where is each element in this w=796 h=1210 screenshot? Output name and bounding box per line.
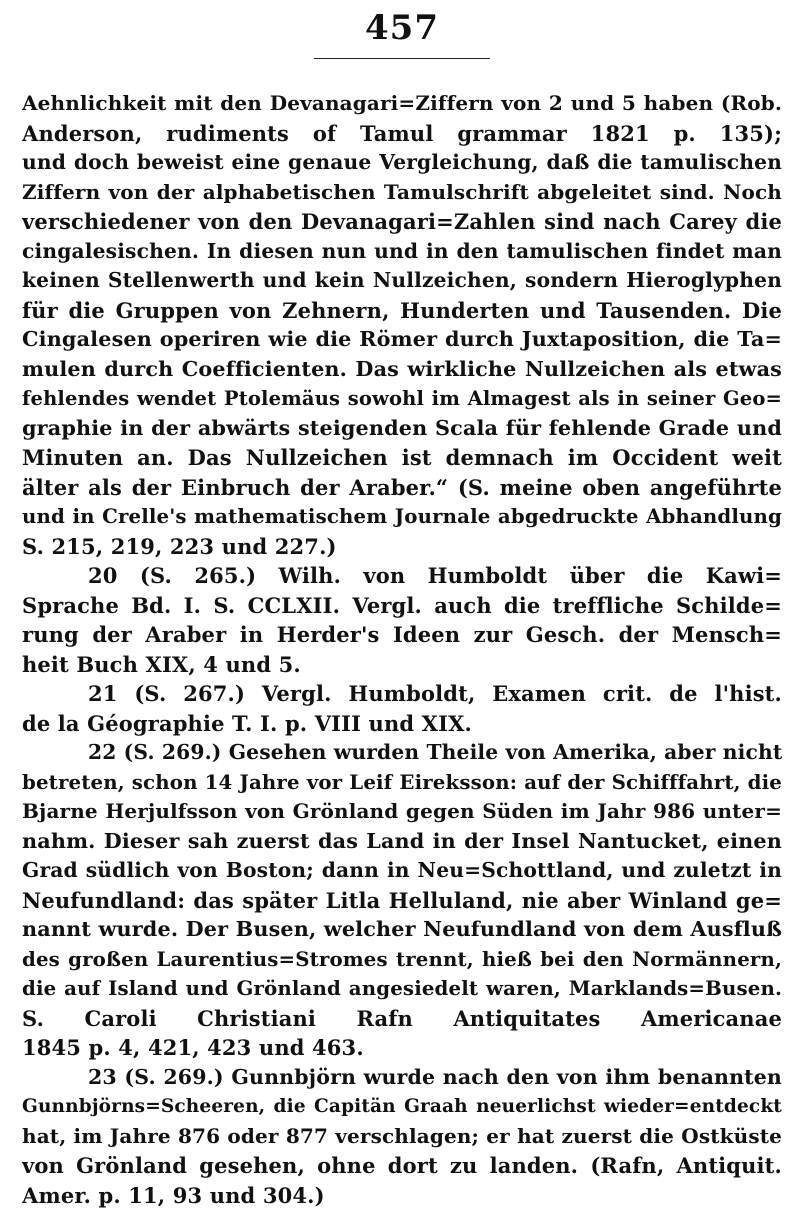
- text-line: betreten, schon 14 Jahre vor Leif Eireksson: auf der Schifffahrt, die: [22, 768, 782, 798]
- page-number: 457: [22, 8, 782, 48]
- text-line: und in Crelle's mathematischem Journale abgedruckte Abhandlung: [22, 502, 782, 532]
- text-line: 1845 p. 4, 421, 423 und 463.: [22, 1033, 782, 1063]
- text-line: S. Caroli Christiani Rafn Antiquitates Americanae: [22, 1004, 782, 1034]
- text-line: Anderson, rudiments of Tamul grammar 1821 p. 135);: [22, 119, 782, 149]
- text-line: nannt wurde. Der Busen, welcher Neufundland von dem Ausfluß: [22, 915, 782, 945]
- text-line: Ziffern von der alphabetischen Tamulschrift abgeleitet sind. Noch: [22, 178, 782, 208]
- text-line: Cingalesen operiren wie die Römer durch Juxtaposition, die Ta=: [22, 325, 782, 355]
- text-line: Amer. p. 11, 93 und 304.): [22, 1181, 782, 1210]
- text-line: fehlendes wendet Ptolemäus sowohl im Almagest als in seiner Geo=: [22, 384, 782, 414]
- footnote-21-line: 21 (S. 267.) Vergl. Humboldt, Examen crit. de l'hist.: [22, 679, 782, 709]
- body-text: [22, 89, 782, 1210]
- text-line: heit Buch XIX, 4 und 5.: [22, 650, 782, 680]
- text-line: graphie in der abwärts steigenden Scala für fehlende Grade und: [22, 414, 782, 444]
- header-rule: [314, 58, 490, 59]
- text-line: keinen Stellenwerth und kein Nullzeichen, sondern Hieroglyphen: [22, 266, 782, 296]
- text-line: älter als der Einbruch der Araber.“ (S. meine oben angeführte: [22, 473, 782, 503]
- footnote-23-line: 23 (S. 269.) Gunnbjörn wurde nach den von ihm benannten: [22, 1063, 782, 1093]
- text-line: nahm. Dieser sah zuerst das Land in der Insel Nantucket, einen: [22, 827, 782, 857]
- text-line: de la Géographie T. I. p. VIII und XIX.: [22, 709, 782, 739]
- footnote-20-line: 20 (S. 265.) Wilh. von Humboldt über die Kawi=: [22, 561, 782, 591]
- text-line: Bjarne Herjulfsson von Grönland gegen Süden im Jahr 986 unter=: [22, 797, 782, 827]
- footnote-22-line: 22 (S. 269.) Gesehen wurden Theile von Amerika, aber nicht: [22, 738, 782, 768]
- text-line: hat, im Jahre 876 oder 877 verschlagen; er hat zuerst die Ostküste: [22, 1122, 782, 1152]
- text-line: rung der Araber in Herder's Ideen zur Gesch. der Mensch=: [22, 620, 782, 650]
- text-line: Minuten an. Das Nullzeichen ist demnach im Occident weit: [22, 443, 782, 473]
- text-line: Gunnbjörns=Scheeren, die Capitän Graah neuerlichst wieder=entdeckt: [22, 1092, 782, 1122]
- text-line: mulen durch Coefficienten. Das wirkliche Nullzeichen als etwas: [22, 355, 782, 385]
- text-line: Aehnlichkeit mit den Devanagari=Ziffern von 2 und 5 haben (Rob.: [22, 89, 782, 119]
- text-line: für die Gruppen von Zehnern, Hunderten und Tausenden. Die: [22, 296, 782, 326]
- text-line: von Grönland gesehen, ohne dort zu landen. (Rafn, Antiquit.: [22, 1151, 782, 1181]
- text-line: S. 215, 219, 223 und 227.): [22, 532, 782, 562]
- text-line: Sprache Bd. I. S. CCLXII. Vergl. auch die treffliche Schilde=: [22, 591, 782, 621]
- text-line: cingalesischen. In diesen nun und in den tamulischen findet man: [22, 237, 782, 267]
- text-line: Grad südlich von Boston; dann in Neu=Schottland, und zuletzt in: [22, 856, 782, 886]
- book-page: [22, 0, 782, 1200]
- text-line: verschiedener von den Devanagari=Zahlen sind nach Carey die: [22, 207, 782, 237]
- text-line: Neufundland: das später Litla Helluland, nie aber Winland ge=: [22, 886, 782, 916]
- text-line: des großen Laurentius=Stromes trennt, hieß bei den Normännern,: [22, 945, 782, 975]
- text-line: und doch beweist eine genaue Vergleichung, daß die tamulischen: [22, 148, 782, 178]
- text-line: die auf Island und Grönland angesiedelt waren, Marklands=Busen.: [22, 974, 782, 1004]
